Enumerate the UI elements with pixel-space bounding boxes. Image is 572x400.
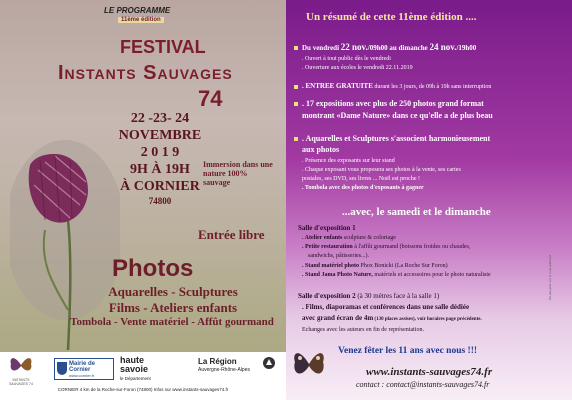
salle-1-item-4	[302, 271, 491, 279]
salle-2-label: Salle d'exposition 2	[298, 292, 356, 300]
entree-title: . ENTREE GRATUITE	[302, 82, 373, 90]
entree-line	[302, 82, 491, 92]
activities-line-2: Films - Ateliers enfants	[108, 300, 238, 315]
contact-email[interactable]: contact@instants-sauvages74.fr	[386, 380, 490, 389]
dates-month: NOVEMBRE	[118, 128, 202, 143]
hs-line-2: savoie	[120, 364, 149, 374]
aqua-bullet-3: postales, ses DVD, ses livres ... Noël est proche !	[302, 176, 420, 182]
salle-2-detail: (à 30 mètres face à la salle 1)	[355, 292, 440, 300]
festival-name: Instants Sauvages	[58, 62, 233, 84]
salle-2-item-1: . Films, diaporamas et conférences dans une salle dédiée	[302, 303, 470, 311]
dates-place: À CORNIER	[120, 179, 200, 194]
dates-line	[302, 43, 476, 53]
side-note: Ne pas jeter sur la voie publique	[548, 254, 552, 300]
s1-item-3-bold: . Stand matériel photo	[302, 263, 359, 269]
region-circle-icon	[262, 356, 276, 370]
dates-year: 2 0 1 9	[140, 145, 180, 160]
aqua-bullet-4: . Tombola avec des photos d'exposants à gagner	[302, 185, 424, 191]
activities-line-3: Tombola - Vente matériel - Affût gourmand	[70, 316, 274, 328]
s1-item-1-bold: . Atelier enfants	[302, 235, 343, 241]
s1-item-2-bold: . Petite restauration	[302, 244, 353, 250]
footer-address: CORNIER 4 km de la Roche-sur-Foron (74800) Infos sur www.instants-sauvages74.fr	[57, 387, 229, 392]
dates-end-time: /19h00	[456, 44, 477, 52]
festival-title: FESTIVAL	[120, 37, 206, 57]
shield-icon	[57, 362, 67, 375]
salle-1-title: Salle d'exposition 1	[298, 224, 356, 232]
mairie-logo	[54, 358, 114, 380]
salle-2-title	[298, 292, 439, 301]
region-logo	[198, 358, 250, 374]
dates-prefix: Du vendredi	[302, 44, 341, 52]
festival-dates	[118, 110, 202, 208]
invite-text: Venez fêter les 11 ans avec nous !!!	[338, 346, 478, 356]
open-schools: . Ouverture aux écoles le vendredi 22.11.2019	[302, 65, 413, 71]
salle-2-seats: (130 places assises), voir horaires page précédente.	[373, 317, 482, 322]
expo-line-2: montrant «Dame Nature» dans ce qu'elle a de plus beau	[302, 111, 493, 120]
aqua-bullet-2: . Chaque exposant vous proposera ses photos à la vente, ses cartes	[302, 167, 461, 173]
contact-line	[356, 380, 489, 389]
bullet-icon	[294, 85, 298, 89]
s1-item-1-text: sculpture & coloriage	[342, 235, 396, 241]
aqua-bullet-1: . Présence des exposants sur leur stand	[302, 158, 395, 164]
hs-line-1: haute	[120, 355, 145, 365]
s1-item-3-text: Phox Bonicki (La Roche Sur Foron)	[359, 263, 448, 269]
dates-mid: /09h00 au dimanche	[367, 44, 430, 52]
dates-end: 24 nov.	[429, 42, 457, 52]
region-sub: Auvergne-Rhône-Alpes	[198, 367, 250, 373]
dates-postcode: 74800	[148, 196, 172, 206]
dates-days: 22 -23- 24	[130, 111, 190, 126]
sauvages-logo-label: INSTANTS SAUVAGES 74	[9, 378, 33, 386]
bullet-icon	[294, 102, 298, 106]
s1-item-4-bold: . Stand Jama Photo Nature,	[302, 272, 373, 278]
entree-libre: Entrée libre	[198, 227, 265, 242]
programme-label: LE PROGRAMME	[104, 6, 171, 15]
open-public: . Ouvert à tout public dès le vendredi	[302, 56, 391, 62]
s1-item-4-text: matériels et accessoires pour le photo naturaliste	[372, 272, 491, 278]
salle-2-screen: avec grand écran de 4m	[302, 314, 374, 322]
immersion-tagline: Immersion dans une nature 100% sauvage	[203, 160, 273, 187]
expo-line-1: . 17 expositions avec plus de 250 photos grand format	[302, 99, 484, 108]
photos-heading: Photos	[112, 255, 194, 282]
entree-detail: durant les 3 jours, de 09h à 19h sans interruption	[372, 84, 492, 90]
aqua-line-2: aux photos	[302, 145, 340, 154]
right-panel	[286, 0, 572, 400]
region-label: La Région	[198, 357, 237, 366]
weekend-heading: ...avec, le samedi et le dimanche	[342, 206, 491, 218]
s1-item-2-text: à l'affût gourmand (boissons froides ou chaudes,	[352, 244, 471, 250]
aqua-line-1: . Aquarelles et Sculptures s'associent harmonieusement	[302, 134, 491, 143]
salle-1-item-2	[302, 243, 470, 251]
dates-start: 22 nov.	[340, 42, 368, 52]
salle-1-item-2b: sandwichs, pâtisseries...).	[308, 253, 369, 259]
salle-1-item-3	[302, 262, 448, 270]
salle-2-item-3: Echanges avec les auteurs en fin de représentation.	[302, 327, 424, 333]
summary-title: Un résumé de cette 11ème édition ....	[306, 11, 477, 23]
festival-dept: 74	[198, 86, 223, 111]
butterfly-icon	[292, 344, 326, 384]
dates-hours: 9H À 19H	[130, 162, 190, 177]
website-link[interactable]: www.instants-sauvages74.fr	[366, 366, 493, 378]
bullet-icon	[294, 137, 298, 141]
edition-label: 11ème édition	[118, 17, 164, 23]
contact-label: contact :	[356, 380, 387, 389]
activities-line-1: Aquarelles - Sculptures	[108, 284, 238, 299]
hs-sub: le Département	[120, 376, 151, 381]
mairie-logo-sub: www.cornier.fr	[69, 373, 95, 378]
haute-savoie-logo	[120, 356, 151, 383]
mairie-logo-label: Mairie de Cornier	[69, 361, 96, 373]
bullet-icon	[294, 46, 298, 50]
salle-1-item-1	[302, 234, 396, 242]
